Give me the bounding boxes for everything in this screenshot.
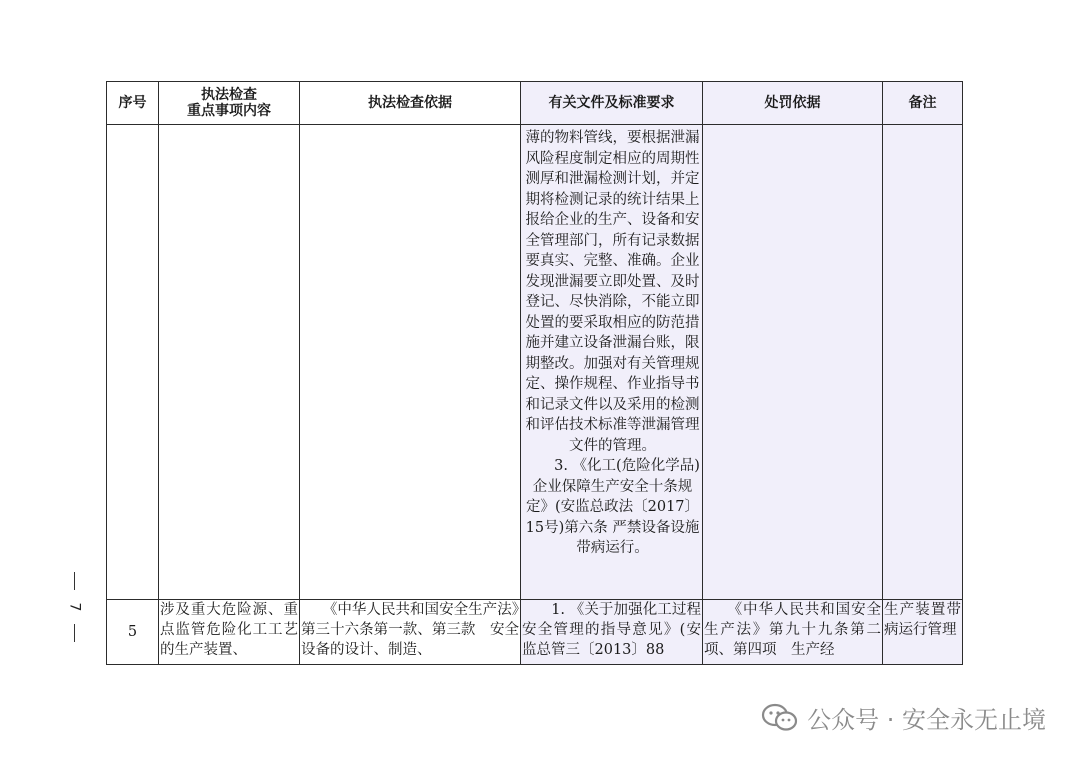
row-basis-text: 《中华人民共和国安全生产法》第三十六条第一款、第三款 安全设备的设计、制造、 [301,602,519,658]
row-penalty-text: 《中华人民共和国安全生产法》第九十九条第二项、第四项 生产经 [704,602,881,658]
cell-documents [521,600,703,665]
header-matter [159,82,300,125]
table-row [107,125,963,600]
header-remark: 备注 [883,82,963,125]
row-index: 5 [107,600,159,665]
wechat-icon [761,703,799,733]
header-basis: 执法检查依据 [300,82,521,125]
row-remark-text: 生产装置带病运行管理 [884,602,961,638]
header-matter-text: 执法检查 重点事项内容 [187,87,271,119]
cell-penalty-empty [703,125,883,600]
page-number-marker [62,572,86,642]
cell-matter-empty [159,125,300,600]
header-penalty: 处罚依据 [703,82,883,125]
cell-penalty [703,600,883,665]
cell-remark [883,600,963,665]
page-number: 7 [65,602,82,612]
cell-basis-empty [300,125,521,600]
cell-index-empty [107,125,159,600]
header-index: 序号 [107,82,159,125]
enforcement-checklist-table [106,81,963,665]
watermark [761,700,1046,735]
header-documents: 有关文件及标准要求 [521,82,703,125]
page-dash-top [74,572,75,590]
cell-remark-empty [883,125,963,600]
cell-documents [521,125,703,600]
cell-matter [159,600,300,665]
page-dash-bottom [74,624,75,642]
cell-basis [300,600,521,665]
row-documents-text: 1. 《关于加强化工过程安全管理的指导意见》(安监总管三〔2013〕88 [522,602,701,658]
table-header-row [107,82,963,125]
watermark-text: 公众号 · 安全永无止境 [807,706,1046,734]
row-matter-text: 涉及重大危险源、重点监管危险化工工艺的生产装置、 [160,602,298,658]
documents-continuation-text: 薄的物料管线，要根据泄漏风险程度制定相应的周期性测厚和泄漏检测计划，并定期将检测记录的统计结果上报给企业的生产、设备和安全管理部门，所有记录数据要真实、完整、准确。企业发现泄漏要立即处置、及时登记、尽快消除，不能立即处置的要采取相应的防范措施并建立设备泄漏台账，限期整改。加强对有关管理规定、操作规程、作业指导书和记录文件以及采用的检测和评估技术标准等泄漏管理文件的管理。 3. 《化工(危险化学品)企业保障生产安全十条规定》(安监总政法〔2017〕15号)第六条 严禁设备设施带病运行。 [525,130,700,556]
table-row [107,600,963,665]
